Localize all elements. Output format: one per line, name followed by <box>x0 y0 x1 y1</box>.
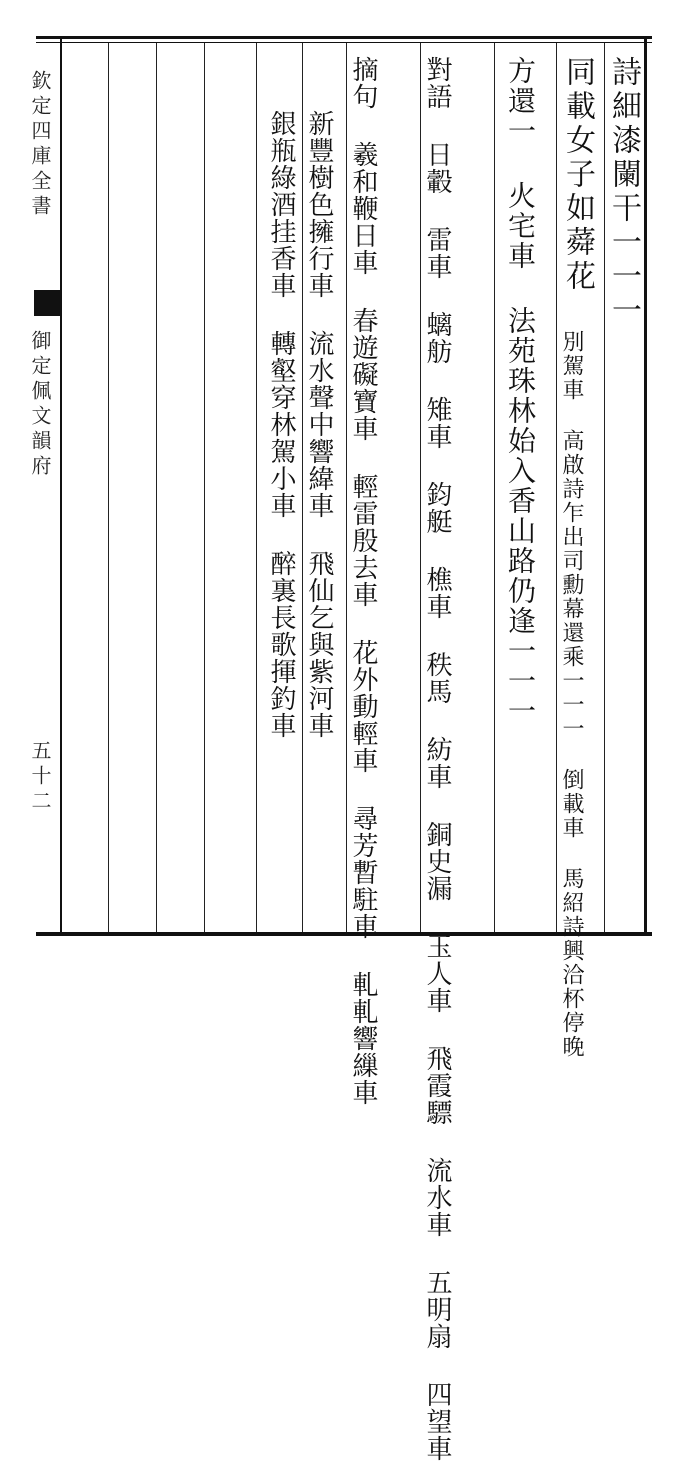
column-divider <box>346 43 347 932</box>
right-border <box>644 36 647 936</box>
column-divider <box>204 43 205 932</box>
page-number: 五十二 <box>28 740 52 815</box>
text-column-5: 對語 日轂 雷車 螭舫 雉車 鈞艇 樵車 秩馬 紡車 銅史漏 玉人車 飛霞驃 流水車 五明扇 四望車 <box>422 56 452 1462</box>
column-divider <box>256 43 257 932</box>
text-column-2: 同載女子如蕣花 <box>560 56 595 294</box>
text-column-4: 方還一 火宅車 法苑珠林始入香山路仍逢一一一 <box>504 56 537 726</box>
column-divider <box>420 43 421 932</box>
top-border <box>36 36 652 39</box>
column-divider <box>494 43 495 932</box>
fish-tail-mark <box>34 290 60 316</box>
text-column-7: 新豐樹色擁行車 流水聲中響緯車 飛仙乞與紫河車 <box>304 110 334 739</box>
volume-title: 御定佩文韻府 <box>28 330 52 480</box>
text-column-1: 詩細漆闌干一一一 <box>606 56 641 328</box>
column-divider <box>156 43 157 932</box>
text-column-8: 銀瓶綠酒挂香車 轉壑穿林駕小車 醉裏長歌揮釣車 <box>266 110 296 739</box>
text-column-6: 摘句 羲和鞭日車 春遊礙寶車 輕雷殷去車 花外動輕車 尋芳暫駐車 軋軋響繅車 <box>348 56 378 1106</box>
top-border-inner <box>36 42 652 43</box>
column-divider <box>108 43 109 932</box>
column-divider <box>556 43 557 932</box>
column-divider <box>604 43 605 932</box>
book-title: 欽定四庫全書 <box>28 70 52 220</box>
text-column-3-note: 別駕車 高啟詩乍出司勳幕還乘一一一 倒載車 馬紹詩興洽杯停晚 <box>559 330 584 1059</box>
margin-divider <box>60 36 62 936</box>
column-divider <box>302 43 303 932</box>
